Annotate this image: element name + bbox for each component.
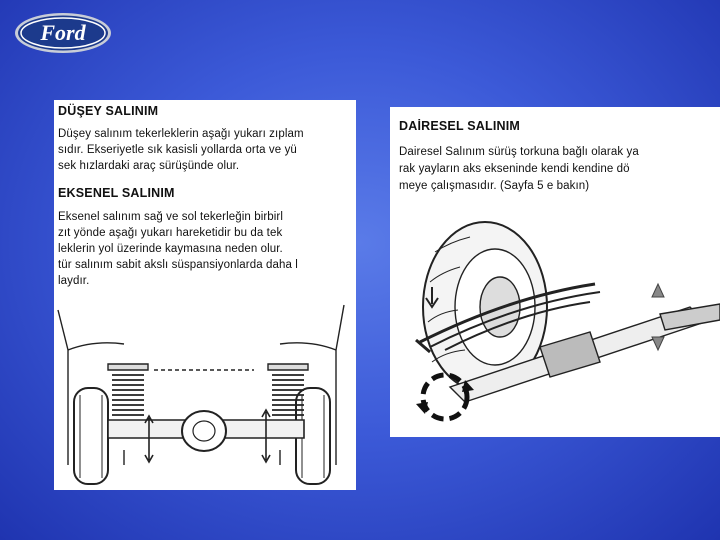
body-vertical-line-2: sıdır. Ekseriyetle sık kasisli yollarda orta ve yü [58, 144, 297, 156]
ford-logo [14, 12, 112, 54]
vertical-axial-oscillation-panel [54, 100, 356, 490]
body-axial-line-1: Eksenel salınım sağ ve sol tekerleğin birbirl [58, 211, 284, 223]
body-circular-line-3: meye çalışmasıdır. (Sayfa 5 e bakın) [399, 180, 590, 192]
logo-text: Ford [40, 20, 86, 45]
body-circular-line-2: rak yayların aks ekseninde kendi kendine dö [399, 163, 630, 175]
body-axial-line-3: leklerin yol üzerinde kaymasına neden olur. [58, 243, 283, 255]
heading-vertical-oscillation: DÜŞEY SALINIM [58, 104, 159, 118]
body-axial-line-5: laydır. [58, 275, 90, 287]
heading-axial-oscillation: EKSENEL SALINIM [58, 186, 175, 200]
body-axial-line-2: zıt yönde aşağı yukarı hareketidir bu da tek [58, 227, 283, 239]
rear-axle-illustration [54, 300, 356, 490]
heading-circular-oscillation: DAİRESEL SALINIM [399, 119, 521, 133]
leaf-spring-wheel-illustration [390, 212, 720, 437]
body-axial-line-4: tür salınım sabit akslı süspansiyonlarda daha l [58, 259, 298, 271]
body-circular-line-1: Dairesel Salınım sürüş torkuna bağlı olarak ya [399, 146, 639, 158]
body-vertical-line-1: Düşey salınım tekerleklerin aşağı yukarı zıplam [58, 128, 304, 140]
circular-oscillation-panel [390, 107, 720, 437]
body-vertical-line-3: sek hızlardaki araç sürüşünde olur. [58, 160, 240, 172]
